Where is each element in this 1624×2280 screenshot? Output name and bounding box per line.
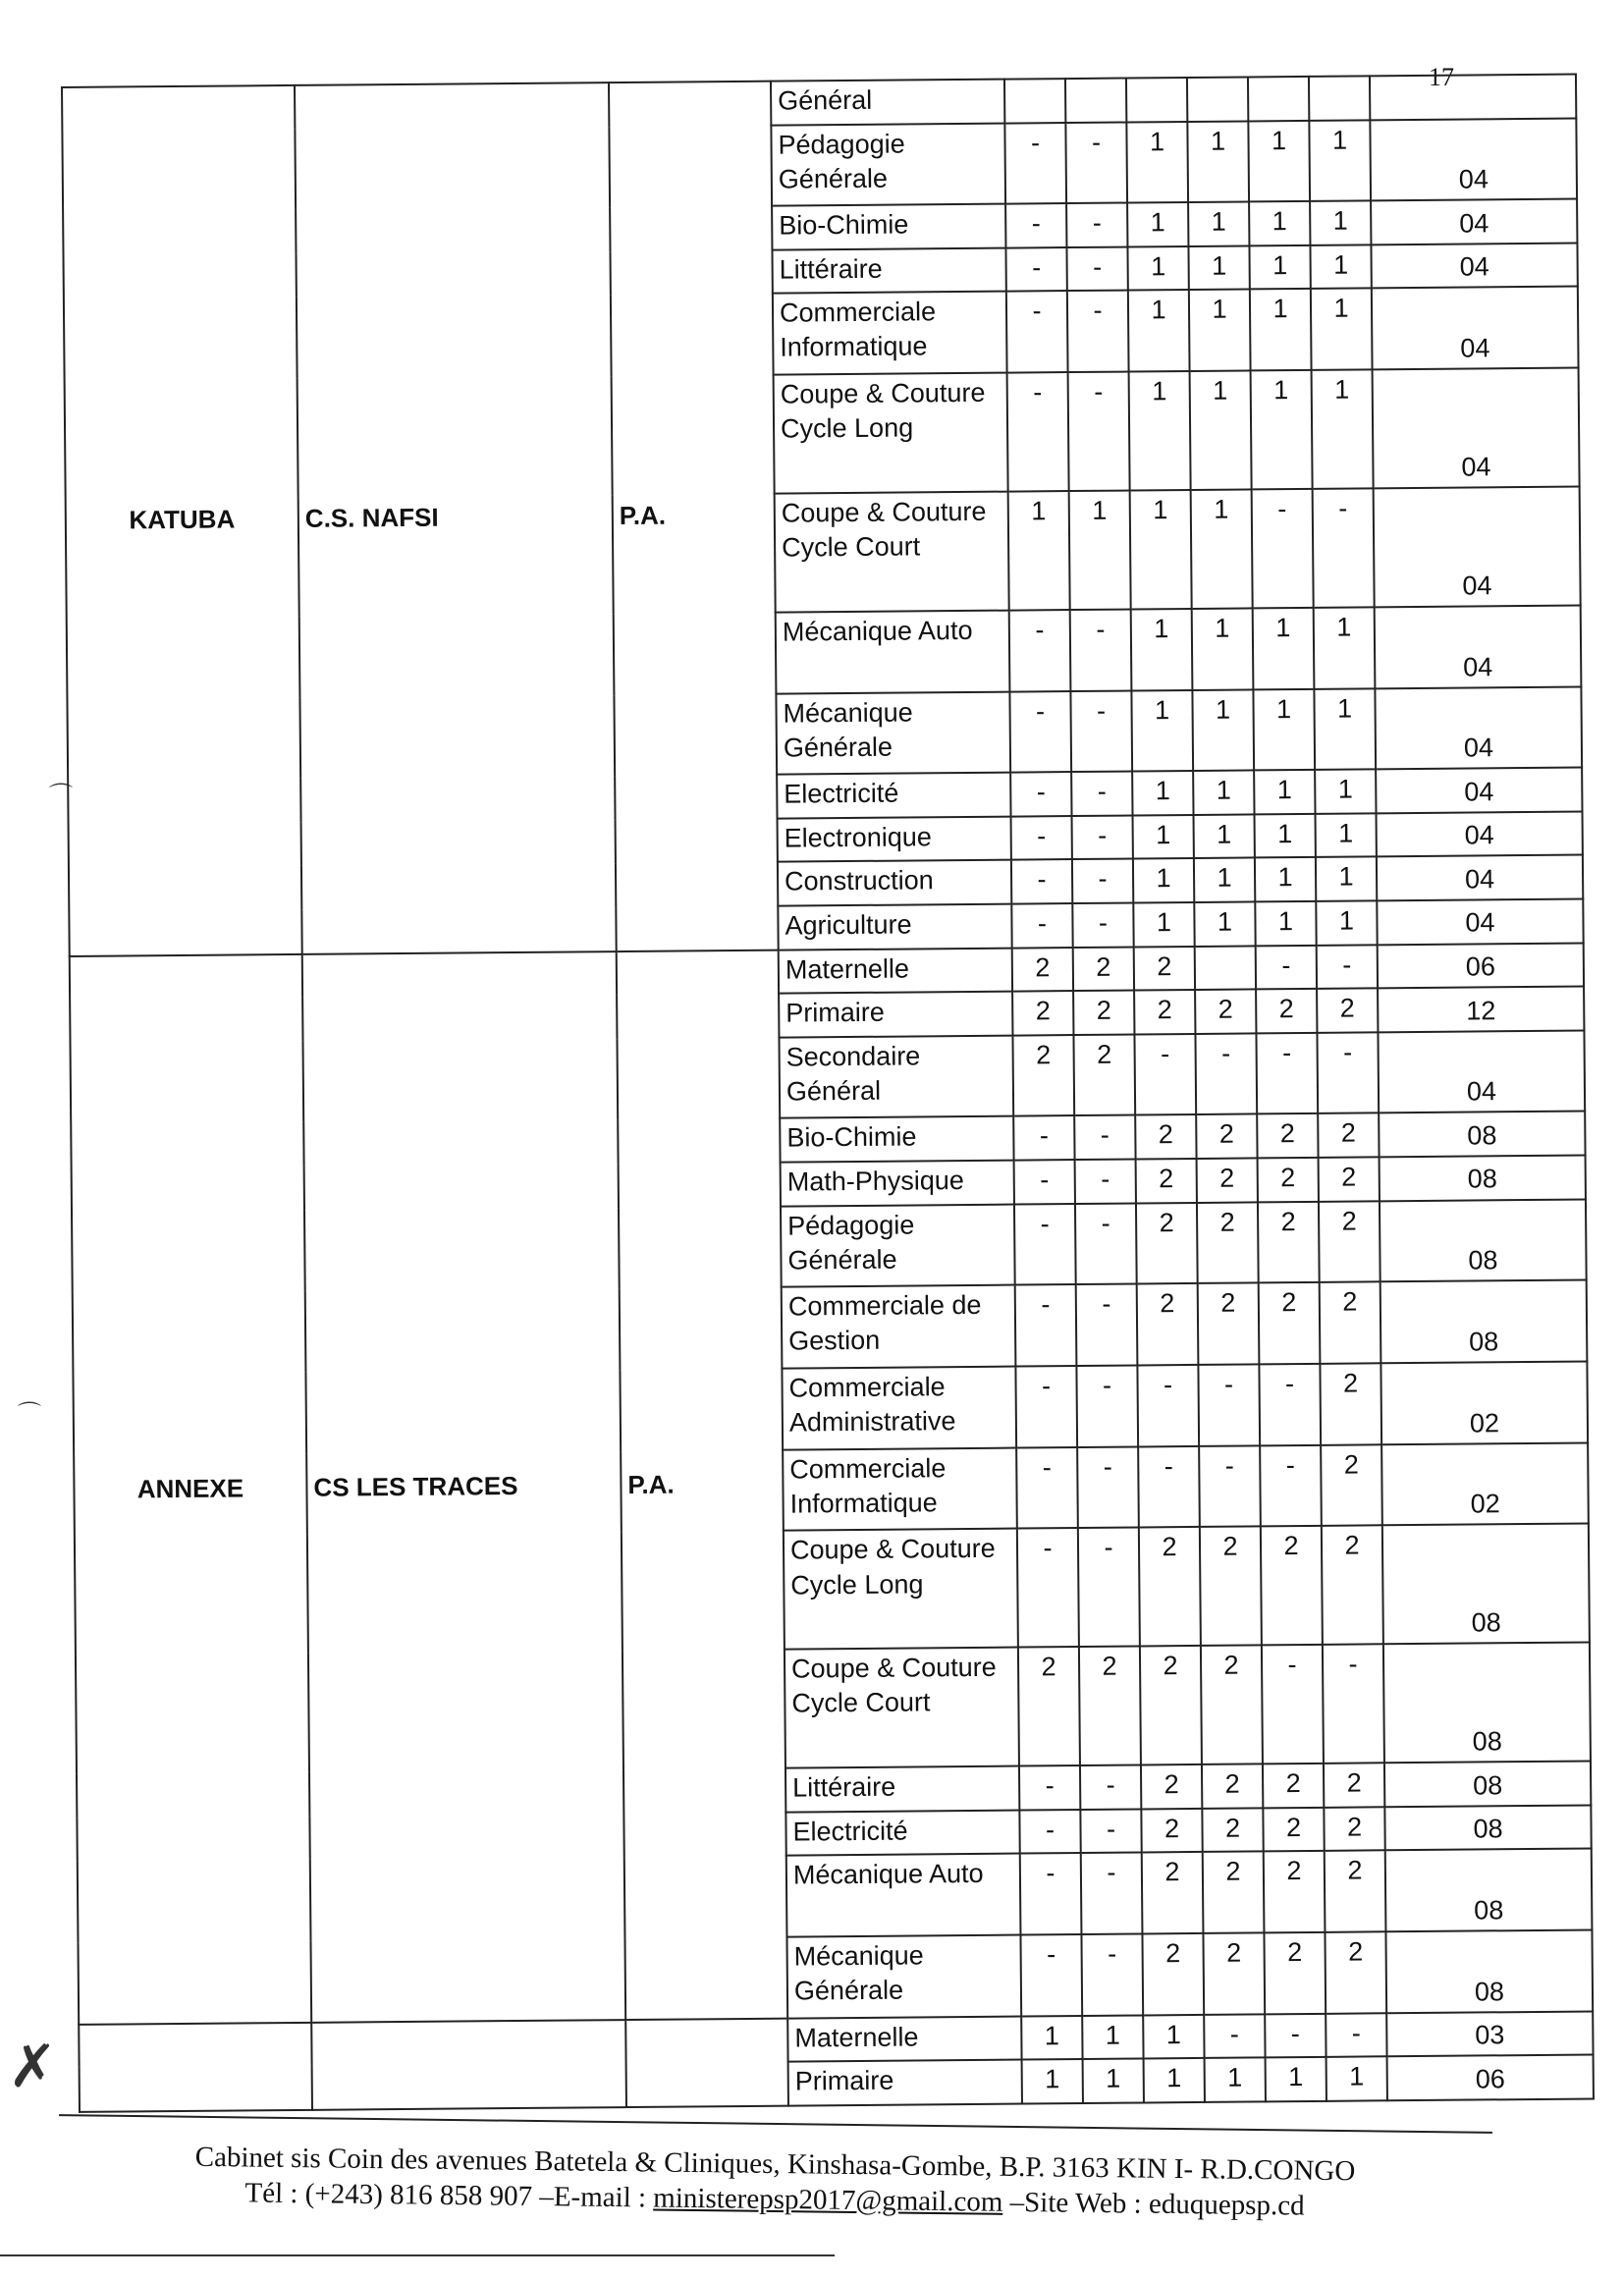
class-count-cell: - (1014, 1160, 1075, 1204)
class-count-cell: 1 (1192, 608, 1254, 689)
total-cell: 06 (1378, 943, 1584, 988)
option-cell: Maternelle (787, 2016, 1021, 2062)
class-count-cell: 2 (1142, 1852, 1204, 1933)
class-count-cell: 1 (1069, 491, 1131, 610)
class-count-cell: 2 (1142, 1933, 1204, 2015)
class-count-cell: 1 (1326, 2057, 1387, 2101)
option-cell: Electricité (777, 773, 1010, 819)
page-number: 17 (1429, 63, 1454, 91)
total-cell: 06 (1387, 2055, 1594, 2100)
class-count-cell (1126, 78, 1187, 122)
class-count-cell: - (1011, 860, 1072, 904)
class-count-cell: 1 (1143, 2015, 1204, 2059)
commune-cell: ANNEXE (70, 953, 311, 2024)
total-cell: 08 (1385, 1849, 1593, 1932)
class-count-cell: - (1076, 1365, 1138, 1446)
option-cell: Coupe & Couture Cycle Long (784, 1529, 1018, 1650)
class-count-cell: 1 (1130, 490, 1192, 609)
class-count-cell: 2 (1325, 1851, 1386, 1932)
class-count-cell: - (1066, 246, 1127, 291)
class-count-cell: 2 (1319, 1157, 1380, 1201)
class-count-cell: 1 (1310, 201, 1371, 245)
class-count-cell: 2 (1261, 1526, 1323, 1645)
class-count-cell: - (1066, 203, 1127, 247)
class-count-cell: - (1317, 945, 1378, 989)
bottom-rule (0, 2254, 835, 2256)
class-count-cell: 1 (1131, 690, 1193, 772)
class-count-cell: 1 (1249, 201, 1310, 245)
class-count-cell: - (1074, 1115, 1135, 1160)
option-cell: Secondaire Général (779, 1035, 1013, 1118)
class-count-cell: 2 (1136, 1202, 1198, 1283)
class-count-cell: 2 (1258, 1201, 1320, 1282)
class-count-cell: - (1198, 1364, 1260, 1445)
class-count-cell: 2 (1320, 1282, 1381, 1364)
footer-rule (59, 2114, 1492, 2134)
class-count-cell: 2 (1317, 988, 1378, 1032)
class-count-cell: - (1065, 122, 1127, 203)
class-count-cell: 2 (1134, 947, 1195, 991)
class-count-cell: 1 (1254, 770, 1315, 814)
class-count-cell: 1 (1133, 815, 1194, 859)
class-count-cell: - (1137, 1365, 1199, 1446)
option-cell: Electronique (778, 817, 1011, 863)
class-count-cell: 1 (1022, 2059, 1083, 2103)
commune-cell (79, 2023, 312, 2112)
total-cell: 02 (1380, 1361, 1588, 1444)
class-count-cell: 1 (1205, 2058, 1266, 2102)
class-count-cell: 1 (1021, 2016, 1082, 2060)
class-count-cell: - (1005, 203, 1066, 247)
school-cell: CS LES TRACES (302, 951, 625, 2023)
total-cell: 04 (1374, 487, 1581, 608)
class-count-cell: - (1076, 1284, 1138, 1366)
class-count-cell: 1 (1255, 901, 1316, 946)
option-cell: Mécanique Auto (786, 1854, 1021, 1937)
class-count-cell: 2 (1324, 1764, 1384, 1808)
class-count-cell: - (1252, 489, 1314, 608)
class-count-cell: 2 (1198, 1283, 1260, 1365)
class-count-cell: - (1004, 123, 1066, 204)
option-cell: Coupe & Couture Cycle Long (774, 373, 1008, 494)
footer-email-link[interactable]: ministerepsp2017@gmail.com (653, 2182, 1003, 2219)
class-count-cell (1187, 77, 1248, 121)
option-cell: Commerciale de Gestion (782, 1285, 1016, 1369)
class-count-cell: 2 (1201, 1646, 1263, 1764)
scan-mark: ⌒ (49, 783, 73, 809)
class-count-cell: 1 (1193, 771, 1254, 815)
class-count-cell: - (1009, 610, 1071, 691)
class-count-cell: 2 (1263, 1808, 1324, 1852)
total-cell: 08 (1384, 1805, 1591, 1850)
class-count-cell: 1 (1253, 608, 1315, 689)
class-count-cell: 2 (1140, 1646, 1202, 1764)
class-count-cell: 1 (1255, 857, 1316, 901)
option-cell: Electricité (785, 1810, 1019, 1856)
total-cell (1370, 75, 1576, 120)
total-cell: 04 (1371, 243, 1577, 288)
total-cell: 08 (1383, 1643, 1591, 1764)
class-count-cell: - (1005, 247, 1066, 292)
class-count-cell: 1 (1187, 121, 1249, 202)
page-footer (58, 2114, 1492, 2226)
option-cell: Primaire (779, 992, 1012, 1038)
school-cell: C.S. NAFSI (295, 82, 617, 953)
class-count-cell: - (1072, 903, 1133, 948)
class-count-cell (1309, 76, 1370, 120)
class-count-cell: 1 (1194, 814, 1255, 858)
regime-cell (625, 2018, 788, 2107)
class-count-cell: 2 (1321, 1444, 1382, 1526)
class-count-cell: 1 (1083, 2059, 1144, 2103)
class-count-cell: 2 (1202, 1764, 1263, 1809)
class-count-cell: - (1010, 772, 1071, 816)
class-count-cell: 1 (1314, 607, 1376, 688)
option-cell: Primaire (788, 2060, 1022, 2106)
class-count-cell: 2 (1134, 990, 1195, 1034)
class-count-cell: 2 (1318, 1113, 1379, 1158)
class-count-cell: - (1009, 691, 1071, 773)
class-count-cell: - (1134, 1034, 1196, 1115)
class-count-cell: - (1011, 816, 1072, 860)
class-count-cell: - (1313, 488, 1375, 607)
school-options-table (61, 74, 1595, 2113)
class-count-cell: 1 (1188, 202, 1249, 246)
class-count-cell: 1 (1133, 902, 1194, 947)
class-count-cell: 2 (1324, 1807, 1384, 1851)
class-count-cell: 2 (1197, 1202, 1259, 1283)
class-count-cell: - (1080, 1809, 1141, 1853)
class-count-cell: 1 (1250, 289, 1312, 370)
class-count-cell: - (1075, 1203, 1137, 1284)
option-cell: Agriculture (778, 904, 1011, 950)
class-count-cell: - (1081, 1934, 1143, 2016)
class-count-cell: 2 (1079, 1647, 1141, 1765)
class-count-cell: 1 (1191, 489, 1253, 608)
total-cell: 03 (1386, 2011, 1593, 2056)
footer-phone: Tél : (+243) 816 858 907 –E-mail : (244, 2177, 654, 2214)
class-count-cell: 1 (1310, 244, 1371, 289)
class-count-cell: - (1072, 859, 1133, 903)
class-count-cell: 2 (1264, 1851, 1326, 1932)
class-count-cell: 2 (1137, 1283, 1199, 1365)
class-count-cell: 2 (1203, 1852, 1265, 1933)
class-count-cell (1248, 77, 1309, 121)
total-cell: 08 (1384, 1762, 1591, 1807)
class-count-cell: 1 (1309, 120, 1371, 201)
option-cell: Général (771, 80, 1004, 126)
total-cell: 04 (1377, 811, 1583, 856)
class-count-cell: - (1015, 1366, 1077, 1447)
class-count-cell: - (1019, 1765, 1080, 1810)
total-cell: 08 (1380, 1199, 1587, 1282)
class-count-cell: - (1326, 2013, 1386, 2057)
class-count-cell: 2 (1141, 1809, 1202, 1853)
class-count-cell: 2 (1136, 1159, 1197, 1203)
class-count-cell (1004, 79, 1065, 123)
total-cell: 04 (1371, 199, 1577, 244)
class-count-cell: 1 (1249, 245, 1310, 290)
class-count-cell: - (1016, 1447, 1078, 1529)
class-count-cell: 2 (1012, 948, 1073, 992)
scan-mark: ⌒ (18, 1401, 41, 1428)
total-cell: 02 (1381, 1442, 1589, 1526)
class-count-cell: 2 (1319, 1201, 1380, 1282)
commune-cell: KATUBA (62, 85, 302, 956)
class-count-cell: 1 (1315, 770, 1376, 814)
document-table-region (61, 74, 1553, 2113)
class-count-cell: - (1006, 291, 1068, 372)
class-count-cell: 2 (1073, 947, 1134, 991)
class-count-cell: 2 (1197, 1158, 1258, 1202)
class-count-cell: - (1317, 1032, 1379, 1113)
class-count-cell (1195, 946, 1256, 990)
class-count-cell: - (1017, 1528, 1079, 1647)
class-count-cell: 2 (1256, 989, 1317, 1033)
class-count-cell: 2 (1018, 1647, 1080, 1765)
class-count-cell: 1 (1266, 2057, 1326, 2101)
class-count-cell: 2 (1259, 1282, 1321, 1364)
class-count-cell: 1 (1255, 814, 1316, 858)
class-count-cell: - (1256, 945, 1317, 989)
class-count-cell: - (1259, 1364, 1321, 1445)
class-count-cell: - (1067, 291, 1129, 372)
footer-address: Cabinet sis Coin des avenues Batetela & Cliniques, Kinshasa-Gombe, B.P. 3163 KIN I- R.D.CONGO (194, 2141, 1356, 2188)
option-cell: Commerciale Informatique (773, 292, 1007, 375)
class-count-cell: - (1199, 1445, 1261, 1527)
class-count-cell: 2 (1320, 1363, 1381, 1444)
class-count-cell: - (1007, 372, 1069, 491)
class-count-cell: 1 (1126, 122, 1188, 203)
class-count-cell: - (1138, 1446, 1200, 1528)
class-count-cell: - (1020, 1853, 1082, 1934)
class-count-cell: - (1014, 1204, 1076, 1285)
class-count-cell: 1 (1008, 491, 1070, 610)
class-count-cell: - (1080, 1765, 1141, 1810)
class-count-cell: 1 (1194, 858, 1255, 902)
class-count-cell: 2 (1264, 1932, 1326, 2014)
option-cell: Math-Physique (781, 1161, 1014, 1207)
class-count-cell: 2 (1200, 1527, 1262, 1646)
total-cell: 04 (1377, 899, 1583, 945)
class-count-cell: 1 (1132, 771, 1193, 815)
class-count-cell: 2 (1203, 1932, 1265, 2014)
class-count-cell: 1 (1144, 2058, 1205, 2102)
class-count-cell: 2 (1263, 1764, 1324, 1808)
class-count-cell: 1 (1251, 370, 1313, 489)
total-cell: 04 (1373, 368, 1580, 489)
class-count-cell: - (1072, 815, 1133, 859)
footer-website: –Site Web : eduquepsp.cd (1002, 2187, 1305, 2222)
class-count-cell: 2 (1322, 1526, 1383, 1645)
class-count-cell: 1 (1194, 901, 1255, 946)
total-cell: 08 (1380, 1280, 1588, 1364)
class-count-cell: - (1070, 609, 1132, 690)
option-cell: Construction (778, 860, 1011, 906)
total-cell: 12 (1378, 987, 1584, 1032)
class-count-cell: - (1204, 2014, 1265, 2058)
class-count-cell: - (1075, 1159, 1136, 1203)
class-count-cell: 2 (1325, 1931, 1386, 2013)
total-cell: 08 (1379, 1112, 1585, 1157)
regime-cell: P.A. (617, 950, 787, 2020)
class-count-cell: 2 (1135, 1114, 1196, 1159)
class-count-cell: - (1081, 1853, 1143, 1934)
class-count-cell: 2 (1257, 1113, 1318, 1158)
total-cell: 04 (1375, 686, 1582, 770)
scan-mark: ✗ (8, 2034, 58, 2099)
total-cell: 04 (1370, 118, 1577, 201)
class-count-cell: 2 (1202, 1808, 1263, 1852)
class-count-cell: - (1078, 1528, 1140, 1647)
class-count-cell: 2 (1196, 1114, 1257, 1159)
class-count-cell: 2 (1073, 1034, 1135, 1115)
class-count-cell: - (1256, 1033, 1318, 1114)
class-count-cell: 1 (1133, 858, 1194, 902)
class-count-cell: 1 (1314, 688, 1376, 770)
class-count-cell: 1 (1128, 290, 1190, 371)
option-cell: Coupe & Couture Cycle Court (775, 492, 1009, 613)
class-count-cell: - (1265, 2014, 1326, 2058)
class-count-cell: 2 (1141, 1764, 1202, 1809)
class-count-cell: - (1077, 1446, 1139, 1528)
class-count-cell: 2 (1195, 990, 1256, 1034)
class-count-cell: 1 (1129, 371, 1191, 490)
class-count-cell (1065, 79, 1126, 123)
option-cell: Mécanique Générale (776, 691, 1010, 775)
table-body (62, 75, 1594, 2112)
school-cell (311, 2020, 626, 2110)
class-count-cell: - (1262, 1645, 1324, 1764)
class-count-cell: 1 (1316, 813, 1377, 857)
option-cell: Littéraire (772, 247, 1005, 294)
class-count-cell: 1 (1248, 120, 1310, 201)
class-count-cell: 2 (1012, 991, 1073, 1035)
class-count-cell: - (1011, 903, 1072, 948)
class-count-cell: - (1015, 1284, 1077, 1366)
total-cell: 04 (1375, 605, 1582, 688)
total-cell: 04 (1376, 768, 1582, 813)
class-count-cell: - (1071, 772, 1132, 816)
class-count-cell: 1 (1316, 900, 1377, 945)
total-cell: 04 (1378, 1030, 1585, 1113)
class-count-cell: 1 (1190, 371, 1252, 490)
option-cell: Littéraire (785, 1766, 1019, 1813)
class-count-cell: - (1020, 1934, 1082, 2016)
class-count-cell: 2 (1258, 1158, 1319, 1202)
class-count-cell: - (1013, 1115, 1074, 1160)
option-cell: Bio-Chimie (780, 1116, 1013, 1163)
class-count-cell: 1 (1131, 609, 1193, 690)
class-count-cell: 1 (1127, 202, 1188, 246)
class-count-cell: 1 (1311, 289, 1373, 370)
class-count-cell: - (1070, 690, 1132, 772)
option-cell: Commerciale Informatique (783, 1447, 1017, 1531)
regime-cell: P.A. (609, 81, 779, 951)
class-count-cell: - (1019, 1810, 1080, 1854)
class-count-cell: 2 (1073, 991, 1134, 1035)
option-cell: Maternelle (779, 948, 1012, 994)
total-cell: 04 (1372, 287, 1579, 370)
option-cell: Pédagogie Générale (771, 123, 1005, 206)
class-count-cell: - (1260, 1445, 1322, 1527)
total-cell: 08 (1382, 1524, 1590, 1645)
class-count-cell: 1 (1253, 689, 1315, 771)
class-count-cell: 1 (1127, 246, 1188, 291)
class-count-cell: - (1068, 372, 1130, 491)
class-count-cell: 1 (1189, 290, 1251, 371)
class-count-cell: 1 (1316, 857, 1377, 901)
option-cell: Commerciale Administrative (782, 1367, 1016, 1450)
class-count-cell: 2 (1012, 1035, 1074, 1116)
option-cell: Pédagogie Générale (781, 1204, 1015, 1287)
total-cell: 08 (1380, 1155, 1586, 1200)
option-cell: Mécanique Auto (776, 611, 1010, 694)
class-count-cell: - (1195, 1033, 1257, 1114)
option-cell: Mécanique Générale (786, 1935, 1021, 2019)
class-count-cell: 1 (1312, 369, 1374, 488)
option-cell: Coupe & Couture Cycle Court (785, 1648, 1019, 1768)
class-count-cell: 1 (1188, 245, 1249, 290)
option-cell: Bio-Chimie (772, 204, 1005, 250)
class-count-cell: 1 (1192, 689, 1254, 771)
class-count-cell: 2 (1139, 1527, 1201, 1646)
class-count-cell: 1 (1082, 2015, 1143, 2059)
total-cell: 04 (1377, 855, 1583, 900)
class-count-cell: - (1323, 1645, 1384, 1764)
total-cell: 08 (1385, 1930, 1593, 2014)
